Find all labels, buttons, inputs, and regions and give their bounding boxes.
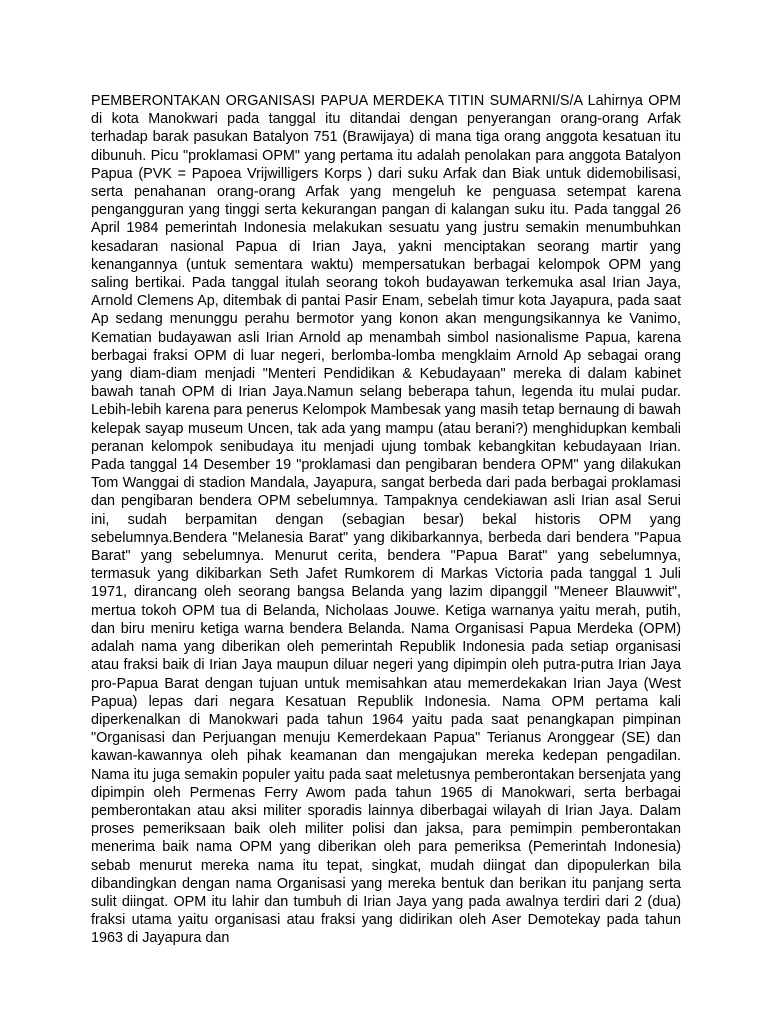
document-body-text: PEMBERONTAKAN ORGANISASI PAPUA MERDEKA TITIN SUMARNI/S/A Lahirnya OPM di kota Manokwari pada tanggal itu ditandai dengan penyerangan orang-orang Arfak terhadap barak pasukan Batalyon 751 (Brawijaya) di mana tiga orang anggota kesatuan itu dibunuh. Picu "proklamasi OPM" yang pertama itu adalah penolakan para anggota Batalyon Papua (PVK = Papoea Vrijwilligers Korps ) dari suku Arfak dan Biak untuk didemobilisasi, serta penahanan orang-orang Arfak yang mengeluh ke penguasa setempat karena pengangguran yang tinggi serta kekurangan pangan di kalangan suku itu. Pada tanggal 26 April 1984 pemerintah Indonesia melakukan sesuatu yang justru semakin menumbuhkan kesadaran nasional Papua di Irian Jaya, yakni menciptakan seorang martir yang kenangannya (untuk sementara waktu) mempersatukan berbagai kelompok OPM yang saling bertikai. Pada tanggal itulah seorang tokoh budayawan terkemuka asal Irian Jaya, Arnold Clemens Ap, ditembak di pantai Pasir Enam, sebelah timur kota Jayapura, pada saat Ap sedang menunggu perahu bermotor yang konon akan mengungsikannya ke Vanimo, Kematian budayawan asli Irian Arnold ap menambah simbol nasionalisme Papua, karena berbagai fraksi OPM di luar negeri, berlomba-lomba mengklaim Arnold Ap sebagai orang yang diam-diam menjadi "Menteri Pendidikan & Kebudayaan" mereka di dalam kabinet bawah tanah OPM di Irian Jaya.Namun selang beberapa tahun, legenda itu mulai pudar. Lebih-lebih karena para penerus Kelompok Mambesak yang masih tetap bernaung di bawah kelepak sayap museum Uncen, tak ada yang mampu (atau berani?) menghidupkan kembali peranan kelompok senibudaya itu menjadi ujung tombak kebangkitan kebudayaan Irian. Pada tanggal 14 Desember 19 "proklamasi dan pengibaran bendera OPM" yang dilakukan Tom Wanggai di stadion Mandala, Jayapura, sangat berbeda dari pada berbagai proklamasi dan pengibaran bendera OPM sebelumnya. Tampaknya cendekiawan asli Irian asal Serui ini, sudah berpamitan dengan (sebagian besar) bekal historis OPM yang sebelumnya.Bendera "Melanesia Barat" yang dikibarkannya, berbeda dari bendera "Papua Barat" yang sebelumnya. Menurut cerita, bendera "Papua Barat" yang sebelumnya, termasuk yang dikibarkan Seth Jafet Rumkorem di Markas Victoria pada tanggal 1 Juli 1971, dirancang oleh seorang bangsa Belanda yang lazim dipanggil "Meneer Blauwwit", mertua tokoh OPM tua di Belanda, Nicholaas Jouwe. Ketiga warnanya yaitu merah, putih, dan biru meniru ketiga warna bendera Belanda. Nama Organisasi Papua Merdeka (OPM) adalah nama yang diberikan oleh pemerintah Republik Indonesia pada setiap organisasi atau fraksi baik di Irian Jaya maupun diluar negeri yang dipimpin oleh putra-putra Irian Jaya pro-Papua Barat dengan tujuan untuk memisahkan atau memerdekakan Irian Jaya (West Papua) lepas dari negara Kesatuan Republik Indonesia. Nama OPM pertama kali diperkenalkan di Manokwari pada tahun 1964 yaitu pada saat penangkapan pimpinan "Organisasi dan Perjuangan menuju Kemerdekaan Papua" Terianus Aronggear (SE) dan kawan-kawannya oleh pihak keamanan dan mengajukan mereka kedepan pengadilan. Nama itu juga semakin populer yaitu pada saat meletusnya pemberontakan bersenjata yang dipimpin oleh Permenas Ferry Awom pada tahun 1965 di Manokwari, serta berbagai pemberontakan atau aksi militer sporadis lainnya diberbagai wilayah di Irian Jaya. Dalam proses pemeriksaan baik oleh militer polisi dan jaksa, para pemimpin pemberontakan menerima baik nama OPM yang diberikan oleh para pemeriksa (Pemerintah Indonesia) sebab menurut mereka nama itu tepat, singkat, mudah diingat dan dipopulerkan bila dibandingkan dengan nama Organisasi yang mereka bentuk dan berikan itu panjang serta sulit diingat. OPM itu lahir dan tumbuh di Irian Jaya yang pada awalnya terdiri dari 2 (dua) fraksi utama yaitu organisasi atau fraksi yang didirikan oleh Aser Demotekay pada tahun 1963 di Jayapura dan <box>91 93 681 947</box>
